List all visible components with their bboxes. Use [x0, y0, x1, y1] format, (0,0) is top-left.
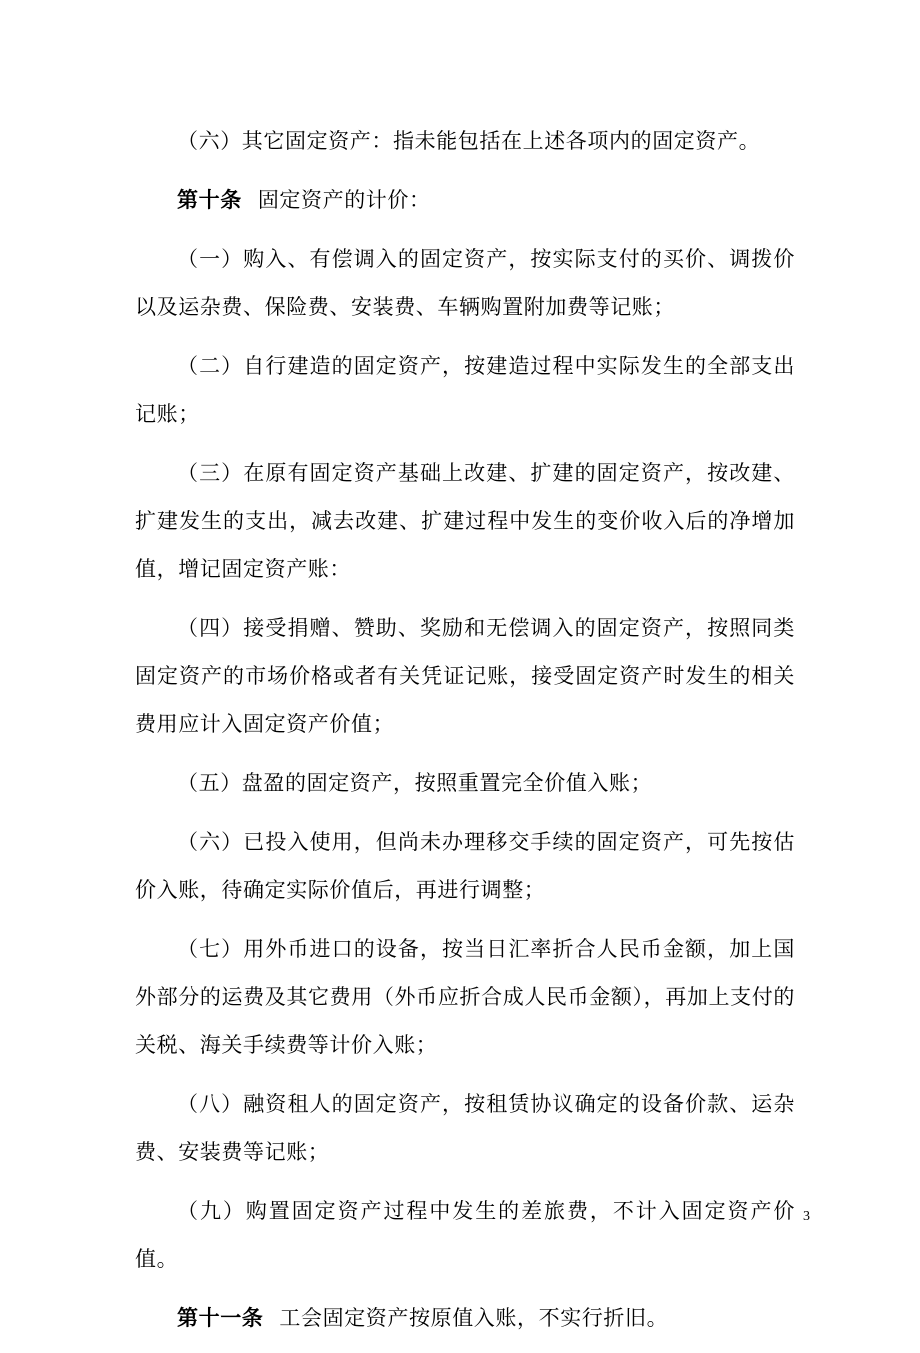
page-number: 3 — [803, 1209, 810, 1224]
paragraph-valuation-8: （八）融资租人的固定资产，按租赁协议确定的设备价款、运杂费、安装费等记账； — [135, 1092, 795, 1164]
paragraph-valuation-4: （四）接受捐赠、赞助、奖励和无偿调入的固定资产，按照同类固定资产的市场价格或者有关凭证记账，接受固定资产时发生的相关费用应计入固定资产价值； — [135, 616, 795, 736]
article-10-heading — [135, 176, 795, 224]
article-number: 第十条 — [177, 187, 242, 212]
paragraph-assets-other: （六）其它固定资产：指未能包括在上述各项内的固定资产。 — [177, 129, 761, 153]
paragraph-valuation-2: （二）自行建造的固定资产，按建造过程中实际发生的全部支出记账； — [135, 354, 795, 426]
paragraph-valuation-5: （五）盘盈的固定资产，按照重置完全价值入账； — [177, 771, 653, 795]
article-number: 第十一条 — [177, 1305, 264, 1330]
paragraph-valuation-3: （三）在原有固定资产基础上改建、扩建的固定资产，按改建、扩建发生的支出，减去改建、扩建过程中发生的变价收入后的净增加值，增记固定资产账： — [135, 461, 795, 581]
article-11-heading — [135, 1294, 795, 1342]
document-body — [135, 117, 795, 1353]
paragraph-valuation-1: （一）购入、有偿调入的固定资产，按实际支付的买价、调拨价以及运杂费、保险费、安装费、车辆购置附加费等记账； — [135, 247, 795, 319]
paragraph-valuation-6: （六）已投入使用，但尚未办理移交手续的固定资产，可先按估价入账，待确定实际价值后，再进行调整； — [135, 830, 795, 902]
article-text: 固定资产的计价： — [257, 188, 431, 212]
paragraph-valuation-9: （九）购置固定资产过程中发生的差旅费，不计入固定资产价值。 — [135, 1199, 795, 1271]
paragraph-valuation-7: （七）用外币进口的设备，按当日汇率折合人民币金额，加上国外部分的运费及其它费用（外币应折合成人民币金额），再加上支付的关税、海关手续费等计价入账； — [135, 937, 795, 1057]
article-text: 工会固定资产按原值入账，不实行折旧。 — [279, 1306, 669, 1330]
